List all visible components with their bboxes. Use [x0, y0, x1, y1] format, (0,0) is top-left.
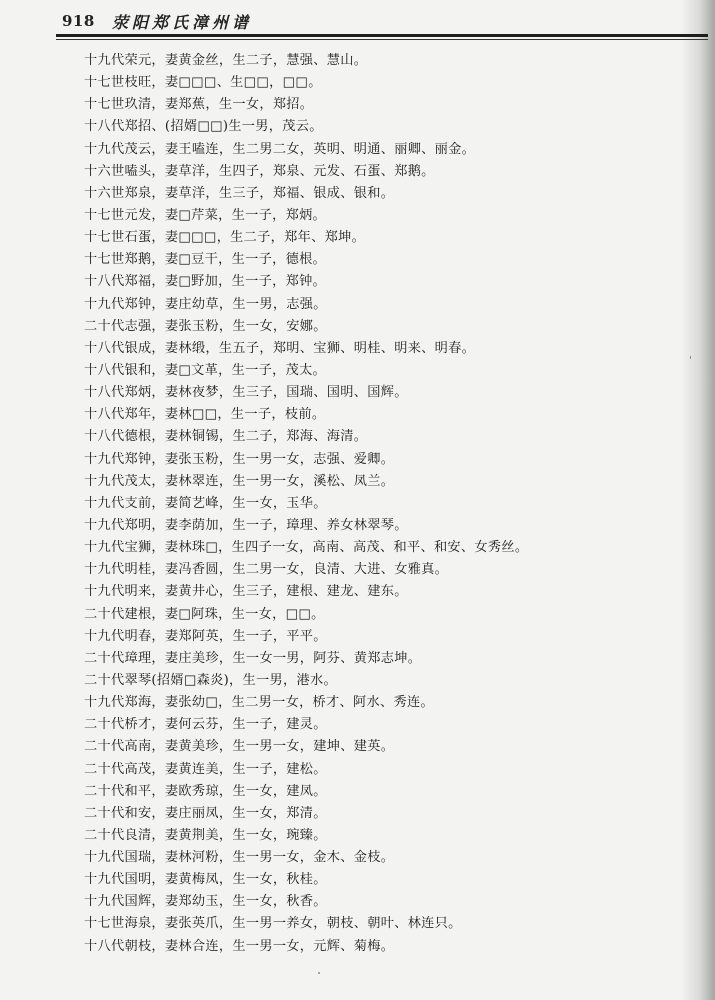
- genealogy-entry: 十八代银和，妻□文革，生一子，茂太。: [84, 362, 327, 378]
- running-title: 荥阳郑氏漳州谱: [112, 13, 253, 32]
- genealogy-entry: 十九代郑钟，妻张玉粉，生一男一女，志强、爱卿。: [84, 451, 395, 467]
- header-rule-thin: [56, 39, 708, 40]
- genealogy-entry: 二十代建根，妻□阿珠，生一女，□□。: [84, 606, 325, 622]
- genealogy-entry: 十九代茂太，妻林翠连，生一男一女，溪松、凤兰。: [84, 473, 395, 489]
- genealogy-entry: 十九代茂云，妻王嗑连，生二男二女，英明、明通、丽卿、丽金。: [84, 141, 476, 157]
- genealogy-entry: 十七世玖清，妻郑蕉，生一女，郑招。: [84, 97, 314, 113]
- genealogy-entry: 十八代郑炳，妻林夜梦，生三子，国瑞、国明、国辉。: [84, 385, 408, 401]
- genealogy-entry: 十八代朝枝，妻林合连，生一男一女，元辉、菊梅。: [84, 938, 395, 954]
- binding-shadow: [681, 0, 715, 1000]
- genealogy-entry: 二十代和安，妻庄丽凤，生一女，郑清。: [84, 805, 327, 821]
- genealogy-entry: 二十代和平，妻欧秀琼，生一女，建凤。: [84, 783, 327, 799]
- genealogy-entry: 二十代翠琴(招婿□森炎)，生一男，港水。: [84, 672, 337, 688]
- genealogy-entry: 二十代良清，妻黄荆美，生一女，琬臻。: [84, 827, 327, 843]
- genealogy-entry: 二十代高茂，妻黄连美，生一子，建松。: [84, 761, 327, 777]
- scan-speck: [690, 356, 691, 359]
- genealogy-entry: 十七世海泉，妻张英爪，生一男一养女，朝枝、朝叶、林连只。: [84, 916, 462, 932]
- genealogy-entry: 十六世郑泉，妻草洋，生三子，郑福、银成、银和。: [84, 185, 395, 201]
- genealogy-entry: 十九代国辉，妻郑幼玉，生一女，秋香。: [84, 894, 327, 910]
- genealogy-entry: 十七世石蛋，妻□□□，生二子，郑年、郑坤。: [84, 230, 366, 246]
- genealogy-entry: 十九代明桂，妻冯香圆，生二男一女，良清、大进、女雅真。: [84, 562, 449, 578]
- genealogy-entry: 十九代明来，妻黄井心，生三子，建根、建龙、建东。: [84, 584, 408, 600]
- genealogy-entry: 十八代银成，妻林缎，生五子，郑明、宝狮、明桂、明来、明春。: [84, 340, 476, 356]
- header-rule-thick: [56, 34, 708, 37]
- scan-speck: [318, 972, 320, 974]
- genealogy-entry: 十九代国瑞，妻林河粉，生一男一女，金木、金枝。: [84, 850, 395, 866]
- genealogy-entry: 二十代高南，妻黄美珍，生一男一女，建坤、建英。: [84, 739, 395, 755]
- genealogy-entry: 十七世元发，妻□芹菜，生一子，郑炳。: [84, 207, 327, 223]
- genealogy-entry: 二十代桥才，妻何云芬，生一子，建灵。: [84, 717, 327, 733]
- genealogy-entry: 十八代郑年，妻林□□，生一子，枝前。: [84, 407, 326, 423]
- genealogy-entry: 十七世枝旺，妻□□□、生□□，□□。: [84, 75, 322, 91]
- genealogy-entry: 十九代宝狮，妻林珠□，生四子一女，高南、高茂、和平、和安、女秀丝。: [84, 540, 529, 556]
- genealogy-entry: 十九代支前，妻简艺峰，生一女，玉华。: [84, 495, 327, 511]
- genealogy-entry: 十九代明春，妻郑阿英，生一子，平平。: [84, 628, 327, 644]
- genealogy-entry: 十八代郑招、(招婿□□)生一男，茂云。: [84, 119, 323, 135]
- genealogy-entry: 十九代荣元，妻黄金丝，生二子，慧强、慧山。: [84, 53, 368, 68]
- genealogy-entry: 十九代郑明，妻李荫加，生一子，璋理、养女林翠琴。: [84, 517, 408, 533]
- genealogy-entry: 十六世嗑头，妻草洋，生四子，郑泉、元发、石蛋、郑鹅。: [84, 163, 435, 179]
- genealogy-entry: 十九代郑钟，妻庄幼草，生一男，志强。: [84, 296, 327, 312]
- page-number: 918: [62, 12, 95, 30]
- genealogy-entry: 十八代郑福，妻□野加，生一子，郑钟。: [84, 274, 327, 290]
- genealogy-entry: 十九代郑海，妻张幼□，生二男一女，桥才、阿水、秀连。: [84, 695, 434, 711]
- genealogy-entry-list: [84, 50, 684, 958]
- genealogy-entry: 十八代德根，妻林铜锡，生二子，郑海、海清。: [84, 429, 368, 445]
- genealogy-entry: 十九代国明，妻黄梅凤，生一女，秋桂。: [84, 872, 327, 888]
- genealogy-entry: 十七世郑鹅，妻□豆干，生一子，德根。: [84, 252, 327, 268]
- genealogy-entry: 二十代璋理，妻庄美珍，生一女一男，阿芬、黄郑志坤。: [84, 650, 422, 666]
- genealogy-entry: 二十代志强，妻张玉粉，生一女，安娜。: [84, 318, 327, 334]
